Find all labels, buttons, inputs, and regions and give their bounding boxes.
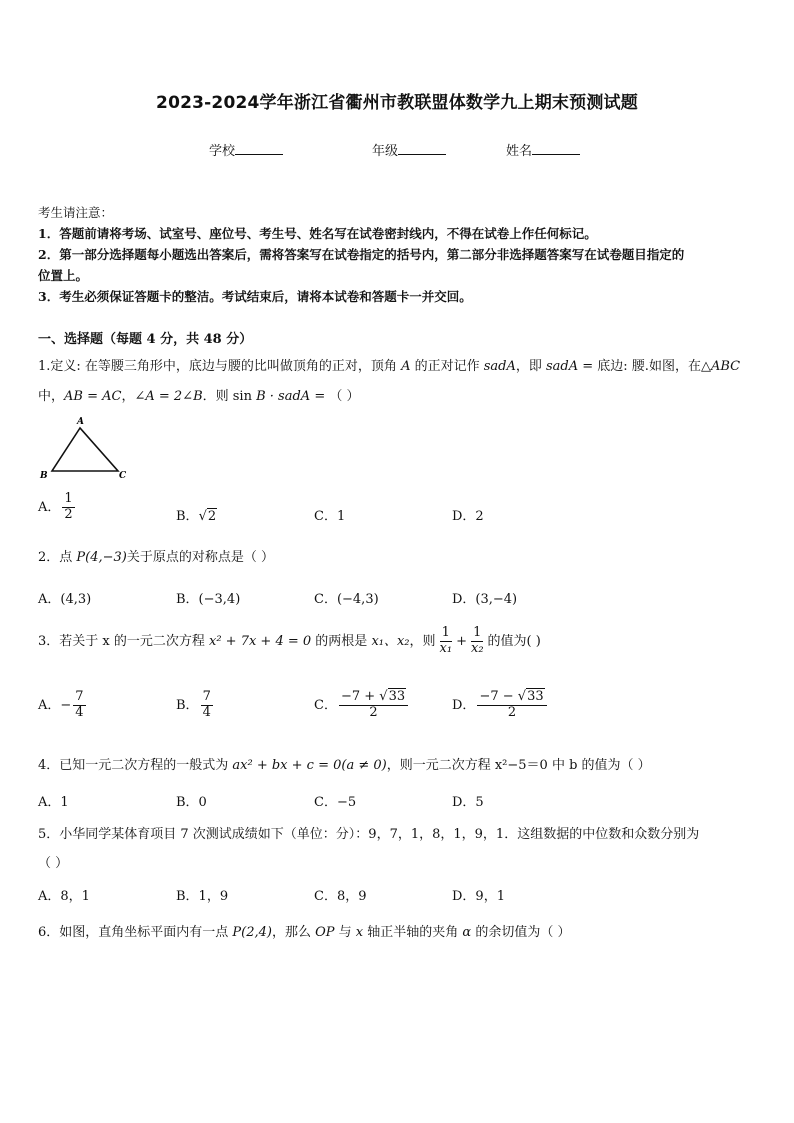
name-field[interactable] <box>506 140 580 159</box>
q2-option-c[interactable]: C．(−4,3) <box>314 592 379 607</box>
notice-item-2-cont: 位置上。 <box>38 268 89 283</box>
q5-stem-line1: 5．小华同学某体育项目 7 次测试成绩如下（单位：分）：9，7，1，8，1，9，1．这组数据的中位数和众数分别为 <box>38 827 700 842</box>
school-blank[interactable] <box>235 142 283 155</box>
page-title: 2023-2024学年浙江省衢州市教联盟体数学九上期末预测试题 <box>156 93 638 113</box>
notice-item-1: 1．答题前请将考场、试室号、座位号、考生号、姓名写在试卷密封线内，不得在试卷上作任何标记。 <box>38 226 597 241</box>
section-heading: 一、选择题（每题 4 分，共 48 分） <box>38 332 253 347</box>
q5-option-d[interactable]: D．9，1 <box>452 889 505 904</box>
q1-option-b[interactable]: B．√2 <box>176 509 217 524</box>
triangle-abc <box>52 428 118 471</box>
name-blank[interactable] <box>532 142 580 155</box>
q2-option-a[interactable]: A．(4,3) <box>38 592 92 607</box>
notice-item-3: 3．考生必须保证答题卡的整洁。考试结束后，请将本试卷和答题卡一并交回。 <box>38 289 472 304</box>
q3-option-a[interactable]: A．− $\frac{7}{4}$ <box>38 689 84 720</box>
q6-stem: 6．如图，直角坐标平面内有一点 P(2,4)，那么 OP 与 x 轴正半轴的夹角 α 的余切值为（ ） <box>38 925 571 940</box>
q5-option-b[interactable]: B．1，9 <box>176 889 229 904</box>
vertex-a-label: A <box>77 417 84 427</box>
q4-option-c[interactable]: C．−5 <box>314 795 357 810</box>
vertex-b-label: B <box>40 471 48 481</box>
q4-option-b[interactable]: B．0 <box>176 795 207 810</box>
q4-option-d[interactable]: D．5 <box>452 795 484 810</box>
grade-label: 年级 <box>372 144 399 159</box>
q3-option-b[interactable]: B． $\frac{7}{4}$ <box>176 689 211 720</box>
q3-option-c[interactable]: C． $\frac{-7 + √33}{2}$ <box>314 690 410 721</box>
vertex-c-label: C <box>119 471 127 481</box>
name-label: 姓名 <box>506 144 533 159</box>
q4-option-a[interactable]: A．1 <box>38 795 69 810</box>
triangle-figure <box>36 412 136 487</box>
q5-option-a[interactable]: A．8，1 <box>38 889 90 904</box>
q1-option-d[interactable]: D．2 <box>452 509 484 524</box>
q2-stem: 2．点 P(4,−3)关于原点的对称点是（ ） <box>38 550 275 565</box>
school-field[interactable] <box>209 140 283 159</box>
q4-stem: 4．已知一元二次方程的一般式为 ax² + bx + c = 0(a ≠ 0)，则一元二次方程 x²−5＝0 中 b 的值为（ ） <box>38 758 651 773</box>
notice-heading: 考生请注意： <box>38 205 114 220</box>
q5-stem-line2: （ ） <box>38 856 69 871</box>
q1-option-a[interactable]: A． $\frac{1}{2}$ <box>38 491 73 522</box>
notice-item-2: 2．第一部分选择题每小题选出答案后，需将答案写在试卷指定的括号内，第二部分非选择题答案写在试卷题目指定的 <box>38 247 685 262</box>
q5-option-c[interactable]: C．8，9 <box>314 889 367 904</box>
q3-stem: 3．若关于 x 的一元二次方程 x² + 7x + 4 = 0 的两根是 x₁、x₂，则 $\frac{1}{\text{x₁}}$ + $\frac{1}{\text{x₂}}$ 的值为( ) <box>38 625 541 656</box>
q1-line1: 1.定义: 在等腰三角形中，底边与腰的比叫做顶角的正对，顶角 A 的正对记作 sadA，即 sadA = 底边: 腰.如图，在△ABC <box>38 359 741 374</box>
school-label: 学校 <box>209 144 236 159</box>
q1-option-c[interactable]: C．1 <box>314 509 346 524</box>
q1-line2: 中，AB = AC，∠A = 2∠B．则 sin B · sadA = （ ） <box>38 389 360 404</box>
grade-field[interactable] <box>372 140 446 159</box>
q2-option-d[interactable]: D．(3,−4) <box>452 592 518 607</box>
q2-option-b[interactable]: B．(−3,4) <box>176 592 241 607</box>
grade-blank[interactable] <box>398 142 446 155</box>
q3-option-d[interactable]: D． $\frac{-7 - √33}{2}$ <box>452 690 549 721</box>
